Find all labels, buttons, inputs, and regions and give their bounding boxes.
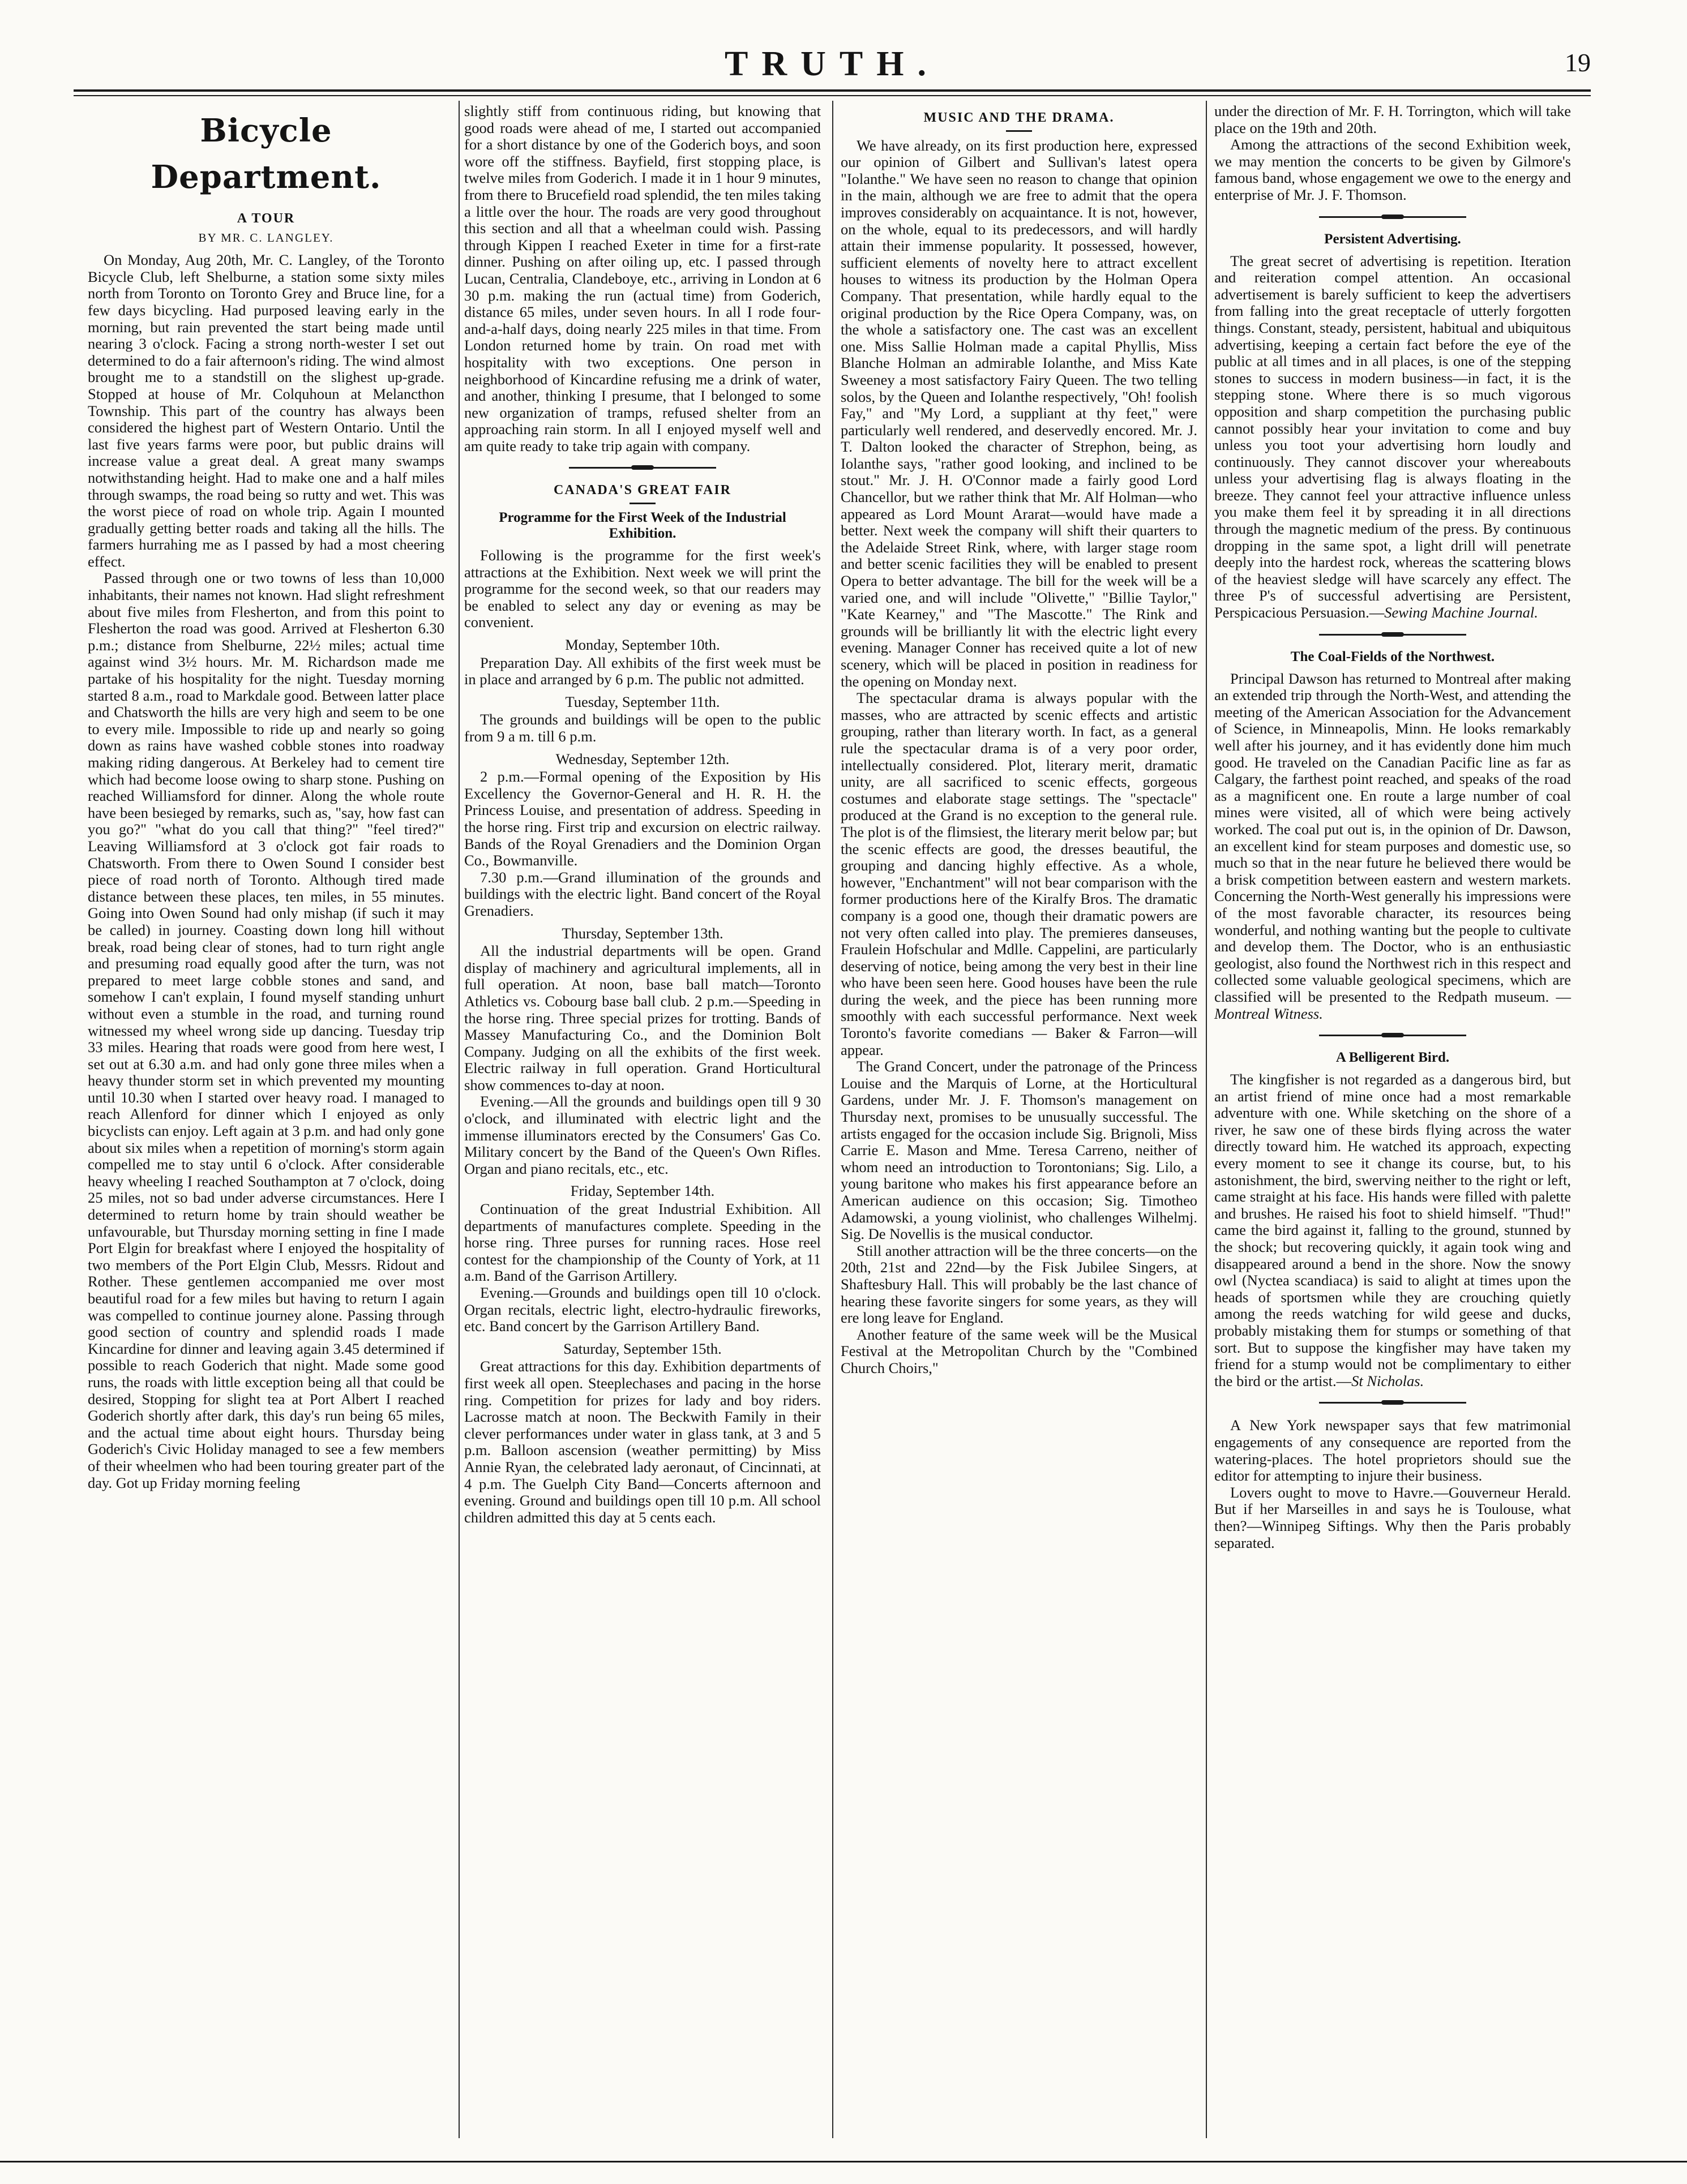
article-paragraph: under the direction of Mr. F. H. Torrington, which will take place on the 19th and 20th. [1214,102,1571,136]
article-paragraph: Passed through one or two towns of less than 10,000 inhabitants, their names not known. Had slight refreshment about five miles from Flesherton, and from this point to Flesherton the road was good. Arrived at Flesherton 6.30 p.m.; distance from Shelburne, 22½ miles; actual time against wind 3½ hours. Mr. M. Richardson made me partake of his hospitality for the night. Tuesday morning started 8 a.m., road to Markdale good. Between latter place and Chatsworth the hills are very high and seem to be one to every mile. Impossible to ride up and nearly so going down as rains have washed cobble stones into roadway making riding dangerous. At Berkeley had to cement tire which had become loose owing to sharp stone. Pushing on reached Williamsford for dinner. Along the whole route have been besieged by remarks, such as, "say, how fast can you go?" "what do you call that thing?" "feel tired?" Leaving Williamsford at 3 o'clock got fair roads to Chatsworth. From there to Owen Sound I consider best piece of road north of Toronto. Although tired made distance between these places, ten miles, in 55 minutes. Going into Owen Sound had only mishap (if such it may be called) in journey. Coasting down long hill without break, road being clear of stones, had to turn right angle and presuming road equally good after the turn, was not prepared to meet large cobble stones and sand, and somehow I can't explain, I found myself standing unhurt without even a stumble in the road, and turning round witnessed my wheel wrong side up dancing. Tuesday trip 33 miles. Hearing that roads were good from here west, I set out at 6.30 a.m. and had only gone three miles when a heavy thunder storm set in which prevented my mounting until 10.30 when I started over heavy road. I managed to reach Allenford for dinner which I enjoyed as only bicyclists can enjoy. Left again at 3 p.m. and had only gone about six miles when a repetition of morning's storm again compelled me to stay until 6 o'clock. After considerable heavy wheeling I reached Southampton at 7 o'clock, doing 25 miles, not so bad under adverse circumstances. Here I determined to return home by train should weather be unfavourable, but Thursday morning setting in fine I made Port Elgin for breakfast where I enjoyed the hospitality of two members of the Port Elgin Club, Messrs. Ridout and Rother. These gentlemen accompanied me over most beautiful road for a few miles but having to return I again was compelled to continue journey alone. Passing through good section of country and splendid roads I made Kincardine for dinner and leaving again 3.45 determined if possible to reach Goderich that night. Made some good runs, the roads with little exception being all that could be desired, Stopping for slight tea at Port Albert I reached Goderich shortly after dark, this day's run being 65 miles, and the actual time about eight hours. Thursday being Goderich's Civic Holiday managed to see a few members of their wheelmen who had been touring greater part of the day. Got up Friday morning feeling [88,569,444,1491]
newspaper-title: TRUTH. [725,45,940,83]
page-number: 19 [1565,48,1591,77]
article-paragraph: Evening.—Grounds and buildings open till 10 o'clock. Organ recitals, electric light, electro-hydraulic fireworks, etc. Band concert by the Garrison Artillery Band. [464,1284,821,1335]
article-source: St Nicholas. [1351,1372,1424,1389]
day-heading: Tuesday, September 11th. [565,693,720,710]
section-divider [569,467,716,472]
article-title: The Coal-Fields of the Northwest. [1290,649,1495,664]
column-4 [1214,103,1571,1551]
department-title: Bicycle Department. [151,112,382,196]
masthead [74,40,1591,108]
article-text: The kingfisher is not regarded as a dangerous bird, but an artist friend of mine once had a most remarkable adventure with one. While sketching on the shore of a river, he saw one of these birds flying across the water directly toward him. He watched its approach, expecting every moment to see it change its course, but, to his astonishment, the bird, swerving neither to the right or left, came straight at his face. His hands were filled with palette and brushes. He raised his foot to shield himself. "Thud!" came the bird against it, falling to the ground, stunned by the shock; but recovering quickly, it again took wing and disappeared around a bend in the shore. Now the snowy owl (Nyctea scandiaca) is said to alight at times upon the heads of sportsmen while they are crouching quietly among the reeds watching for wild geese and ducks, probably mistaking them for stumps or something of that sort. But to suppose the kingfisher may have taken my friend for a stump would not be complimentary to either the bird or the artist. [1214,1071,1571,1389]
article-paragraph: We have already, on its first production here, expressed our opinion of Gilbert and Sullivan's latest opera "Iolanthe." We have seen no reason to change that opinion in the main, although we are free to admit that the opera improves considerably on acquaintance. It is not, however, on the whole, equal to its predecessors, and will hardly attain their immense popularity. It possessed, however, sufficient elements of novelty here to attract excellent houses to witness its production by the Holman Opera Company. That presentation, while hardly equal to the original production by the Rice Opera Company, was, on the whole a satisfactory one. The cast was an excellent one. Miss Sallie Holman made a capital Phyllis, Miss Blanche Holman an admirable Iolanthe, and Miss Kate Sweeney a most satisfactory Fairy Queen. The two telling solos, by the Queen and Iolanthe respectively, "Oh! foolish Fay," and "My Lord, a suppliant at thy feet," were particularly well rendered, and deservedly encored. Mr. J. T. Dalton looked the character of Strephon, being, as Iolanthe says, "rather good looking, and inclined to be stout." Mr. J. H. O'Connor made a fairly good Lord Chancellor, but we rather think that Mr. Alf Holman—who appeared as Lord Mount Ararat—would have made a better. Next week the company will shift their quarters to the Adelaide Street Rink, where, with larger stage room and better scenic facilities they will be enabled to present Opera to better advantage. The bill for the week will be a varied one, and will include "Olivette," "Billie Taylor," "Kate Kearney," and "The Mascotte." The Rink and grounds will be brilliantly lit with the electric light every evening. Manager Conner has received quite a lot of new scenery, which will be placed in position in readiness for the opening on Monday next. [841,136,1197,690]
day-heading: Wednesday, September 12th. [555,750,730,767]
section-divider [1319,634,1466,639]
article-paragraph: The kingfisher is not regarded as a dangerous bird, but an artist friend of mine once had a most remarkable adventure with one. While sketching on the shore of a river, he saw one of these birds flying across the water directly toward him. He watched its approach, expecting every moment to see it change its course, but, to his astonishment, the bird, swerving neither to the right or left, came straight at his face. His hands were filled with palette and brushes. He raised his foot to shield himself. "Thud!" came the bird against it, falling to the ground, stunned by the shock; but recovering quickly, it again took wing and disappeared around a bend in the shore. Now the snowy owl (Nyctea scandiaca) is said to alight at times upon the heads of sportsmen while they are crouching quietly among the reeds watching for wild geese and ducks, probably mistaking them for stumps or something of that sort. But to suppose the kingfisher may have taken my friend for a stump would not be complimentary to either the bird or the artist.—St Nicholas. [1214,1071,1571,1389]
article-paragraph: Principal Dawson has returned to Montreal after making an extended trip through the North-West, and attending the meeting of the American Association for the Advancement of Science, in Minneapolis, Minn. He looks remarkably well after his journey, and it has evidently done him much good. He traveled on the Canadian Pacific line as far as Calgary, the farthest point reached, and speaks of the road as a magnificent one. En route a large number of coal mines were visited, all of which were being actively worked. The coal put out is, in the opinion of Dr. Dawson, an excellent kind for steam purposes and domestic use, so much so that in the near future he believed there would be a brisk competition between eastern and western markets. Concerning the North-West generally his impressions were of the most favorable character, its resources being wonderful, and nothing wanting but the people to cultivate and develop them. The Doctor, who is an enthusiastic geologist, also found the Northwest rich in this respect and collected some valuable geological specimens, which are classified will be presented to the Redpath museum. — Montreal Witness. [1214,670,1572,1022]
masthead-rule [74,89,1591,92]
section-divider [1319,1402,1466,1407]
day-heading: Monday, September 10th. [565,636,720,654]
article-paragraph: Still another attraction will be the three concerts—on the 20th, 21st and 22nd—by the Fisk Jubilee Singers, at Shaftesbury Hall. This will probably be the last chance of hearing these favorite singers for some years, as they will ere long leave for England. [841,1242,1197,1327]
article-paragraph: Among the attractions of the second Exhibition week, we may mention the concerts to be given by Gilmore's famous band, whose engagement we owe to the energy and enterprise of Mr. J. F. Thomson. [1214,136,1571,203]
article-subtitle: Programme for the First Week of the Industrial Exhibition. [499,510,786,542]
day-heading: Friday, September 14th. [570,1182,715,1200]
article-paragraph: A New York newspaper says that few matrimonial engagements of any consequence are reported from the watering-places. The hotel proprietors should sue the editor for attempting to injure their business. [1214,1417,1571,1484]
section-divider [1319,216,1466,221]
article-paragraph: Continuation of the great Industrial Exhibition. All departments of manufactures complete. Speeding in the horse ring. Three purses for running races. Hose reel contest for the championship of the County of York, at 11 a.m. Band of the Garrison Artillery. [464,1200,821,1285]
short-rule [1006,130,1032,132]
article-text: The great secret of advertising is repetition. Iteration and reiteration compel attention. An occasional advertisement is barely sufficient to keep the advertisers from falling into the great receptacle of utterly forgotten things. Constant, steady, persistent, habitual and ubiquitous advertising, keeping a certain fact before the eye of the public at all times and in all places, is one of the stepping stones to success in modern business—in fact, it is the stepping stone. Where there is so much vigorous opposition and sharp competition the purchasing public cannot possibly hear your invitation to come and buy unless you toot your advertising horn loudly and continuously. They cannot discover your whereabouts unless your advertising flag is always floating in the breeze. They cannot feel your attractive influence unless you make them feel it by spreading it in all directions through the magnetic medium of the press. By continuous dropping in the same spot, a light drill will penetrate deeply into the hardest rock, whereas the scattering blows of the heaviest sledge will have scarcely any effect. The three P's of successful advertising are Persistent, Perspicacious Persuasion. [1214,252,1571,621]
article-paragraph: The great secret of advertising is repetition. Iteration and reiteration compel attention. An occasional advertisement is barely sufficient to keep the advertisers from falling into the great receptacle of utterly forgotten things. Constant, steady, persistent, habitual and ubiquitous advertising, keeping a certain fact before the eye of the public at all times and in all places, is one of the stepping stones to success in modern business—in fact, it is the stepping stone. Where there is so much vigorous opposition and sharp competition the purchasing public cannot possibly hear your invitation to come and buy unless you toot your advertising horn loudly and continuously. They cannot discover your whereabouts unless your advertising flag is always floating in the breeze. They cannot feel your attractive influence unless you make them feel it by spreading it in all directions through the magnetic medium of the press. By continuous dropping in the same spot, a light drill will penetrate deeply into the hardest rock, whereas the scattering blows of the heaviest sledge will have scarcely any effect. The three P's of successful advertising are Persistent, Perspicacious Persuasion.—Sewing Machine Journal. [1214,252,1571,621]
section-divider [1319,1035,1466,1040]
article-paragraph: Another feature of the same week will be the Musical Festival at the Metropolitan Church by the "Combined Church Choirs," [841,1325,1197,1376]
article-title: A Belligerent Bird. [1335,1050,1450,1066]
short-rule [630,503,656,504]
article-paragraph: Lovers ought to move to Havre.—Gouverneur Herald. But if her Marseilles in and says he is Toulouse, what then?—Winnipeg Siftings. Why then the Paris probably separated. [1214,1483,1571,1551]
column-separator [459,101,460,2138]
article-title: CANADA'S GREAT FAIR [553,483,732,498]
article-paragraph: Following is the programme for the first week's attractions at the Exhibition. Next week we will print the programme for the second week, so that our readers may be enabled to select any day or evening as may be convenient. [464,547,821,631]
article-title: MUSIC AND THE DRAMA. [923,110,1115,125]
column-separator [832,101,833,2138]
column-1 [88,103,444,1491]
article-byline: BY MR. C. LANGLEY. [198,230,334,244]
article-paragraph: 7.30 p.m.—Grand illumination of the grounds and buildings with the electric light. Band concert of the Royal Grenadiers. [464,868,821,919]
day-heading: Thursday, September 13th. [562,924,723,942]
column-separator [1206,101,1207,2138]
article-text: Principal Dawson has returned to Montreal after making an extended trip through the North-West, and attending the meeting of the American Association for the Advancement of Science, in Minneapolis, Minn. He looks remarkably well after his journey, and it has evidently done him much good. He traveled on the Canadian Pacific line as far as Calgary, the farthest point reached, and speaks of the road as a magnificent one. En route a large number of coal mines were visited, all of which were being actively worked. The coal put out is, in the opinion of Dr. Dawson, an excellent kind for steam purposes and domestic use, so much so that in the near future he believed there would be a brisk competition between eastern and western markets. Concerning the North-West generally his impressions were of the most favorable character, its resources being wonderful, and nothing wanting but the people to cultivate and develop them. The Doctor, who is an enthusiastic geologist, also found the Northwest rich in this respect and collected some valuable geological specimens, which are classified will be presented to the Redpath museum. [1214,670,1571,1005]
article-paragraph: On Monday, Aug 20th, Mr. C. Langley, of the Toronto Bicycle Club, left Shelburne, a station some sixty miles north from Toronto on Toronto Grey and Bruce line, for a few days bicycling. Had purposed leaving early in the morning, but rain prevented the start being made until nearing 3 o'clock. Facing a strong north-wester I set out determined to do a fair afternoon's riding. The wind almost brought me to a standstill on the slighest up-grade. Stopped at house of Mr. Colquhoun at Melancthon Township. This part of the country has always been considered the highest part of Western Ontario. Until the last five years farms were poor, but public drains will increase value a great deal. A great many swamps notwithstanding height. Had to make one and a half miles through swamps, the road being so rutty and wet. This was the worst piece of road on whole trip. Again I mounted gradually getting better roads and taking all the hills. The farmers hurrahing me as I passed by had a most cheering effect. [88,251,444,570]
article-paragraph: The spectacular drama is always popular with the masses, who are attracted by scenic effects and artistic grouping, rather than literary worth. In fact, as a general rule the spectacular drama is of a very poor order, intellectually considered. Plot, literary merit, dramatic unity, are all sacrificed to scenic effects, gorgeous costumes and elaborate stage settings. The "spectacle" produced at the Grand is no exception to the general rule. The plot is of the flimsiest, the literary merit below par; but the scenic effects are good, the dresses beautiful, the grouping and dancing highly effective. As a whole, however, "Enchantment" will not bear comparison with the former productions here of the Kiralfy Bros. The dramatic company is a good one, though their dramatic powers are not very often called into play. The premieres danseuses, Fraulein Hofschular and Mdlle. Cappelini, are particularly deserving of notice, being among the very best in their line who have been seen here. Good houses have been the rule during the week, and the piece has been running more smoothly with each successful performance. Next week Toronto's favorite comedians — Baker & Farron—will appear. [841,689,1197,1058]
article-paragraph: Evening.—All the grounds and buildings open till 9 30 o'clock, and illuminated with electric light and the immense illuminators erected by the Consumers' Gas Co. Military concert by the Band of the Queen's Own Rifles. Organ and piano recitals, etc., etc. [464,1093,821,1177]
article-paragraph: The grounds and buildings will be open to the public from 9 a m. till 6 p.m. [464,711,821,745]
article-paragraph: Great attractions for this day. Exhibition departments of first week all open. Steeplechases and pacing in the horse ring. Competition for prizes for lady and boy riders. Lacrosse match at noon. The Beckwith Family in their clever performances under water in glass tank, at 3 and 5 p.m. Balloon ascension (weather permitting) by Miss Annie Ryan, the celebrated lady aeronaut, of Cincinnati, at 4 p.m. The Guelph City Band—Concerts afternoon and evening. Ground and buildings open till 10 p.m. All school children admitted this day at 5 cents each. [464,1358,821,1526]
article-paragraph: The Grand Concert, under the patronage of the Princess Louise and the Marquis of Lorne, at the Horticultural Gardens, under Mr. J. F. Thomson's management on Thursday next, promises to be unusually successful. The artists engaged for the occasion include Sig. Brignoli, Miss Carrie E. Mason and Mme. Teresa Carreno, neither of whom need an introduction to Torontonians; Sig. Lilo, a young baritone who makes his first appearance before an American audience on this occasion; Sig. Timotheo Adamowski, a young violinist, who challenges Wilhelmj. Sig. De Novellis is the musical conductor. [841,1058,1197,1243]
article-source: Montreal Witness. [1214,1005,1323,1022]
article-paragraph: slightly stiff from continuous riding, but knowing that good roads were ahead of me, I started out accompanied for a short distance by one of the Goderich boys, and soon wore off the stiffness. Bayfield, first stopping place, is twelve miles from Goderich. I made it in 1 hour 9 minutes, from there to Brucefield road splendid, the ten miles taking a little over the hour. The roads are very good throughout this section and all that a wheelman could wish. Passing through Kippen I reached Exeter in time for a first-rate dinner. Pushing on after oiling up, etc. I passed through Lucan, Centralia, Clandeboye, etc., arriving in London at 6 30 p.m. making the run (actual time) from Goderich, distance 65 miles, under seven hours. In all I rode four-and-a-half days, doing nearly 225 miles in that time. From London returned home by train. On road met with hospitality with two exceptions. One person in neighborhood of Kincardine refusing me a drink of water, and another, thinking I presume, that I belonged to some new organization of tramps, refused shelter from an approaching rain storm. In all I enjoyed myself well and am quite ready to take trip again with company. [464,102,821,454]
article-title: Persistent Advertising. [1324,231,1461,247]
article-paragraph: Preparation Day. All exhibits of the first week must be in place and arranged by 6 p.m. The public not admitted. [464,654,821,688]
masthead-rule-thin [74,95,1591,96]
column-2 [464,103,821,1526]
article-paragraph: All the industrial departments will be open. Grand display of machinery and agricultural implements, all in full operation. At noon, base ball match—Toronto Athletics vs. Cobourg base ball club. 2 p.m.—Speeding in the horse ring. Three special prizes for trotting. Bands of Massey Manufacturing Co., and the Dominion Bolt Company. Judging on all the exhibits of the first week. Electric railway in full operation. Grand Horticultural show commences to-day at noon. [464,942,821,1093]
column-3 [841,103,1197,1377]
day-heading: Saturday, September 15th. [563,1340,722,1357]
article-paragraph: 2 p.m.—Formal opening of the Exposition by His Excellency the Governor-General and H. R. H. the Princess Louise, and presentation of address. Speeding in the horse ring. First trip and excursion on electric railway. Bands of the Royal Grenadiers and the Dominion Organ Co., Bowmanville. [464,768,821,869]
article-title: A TOUR [237,211,296,226]
article-source: Sewing Machine Journal. [1384,604,1538,621]
bottom-rule [0,2161,1687,2162]
